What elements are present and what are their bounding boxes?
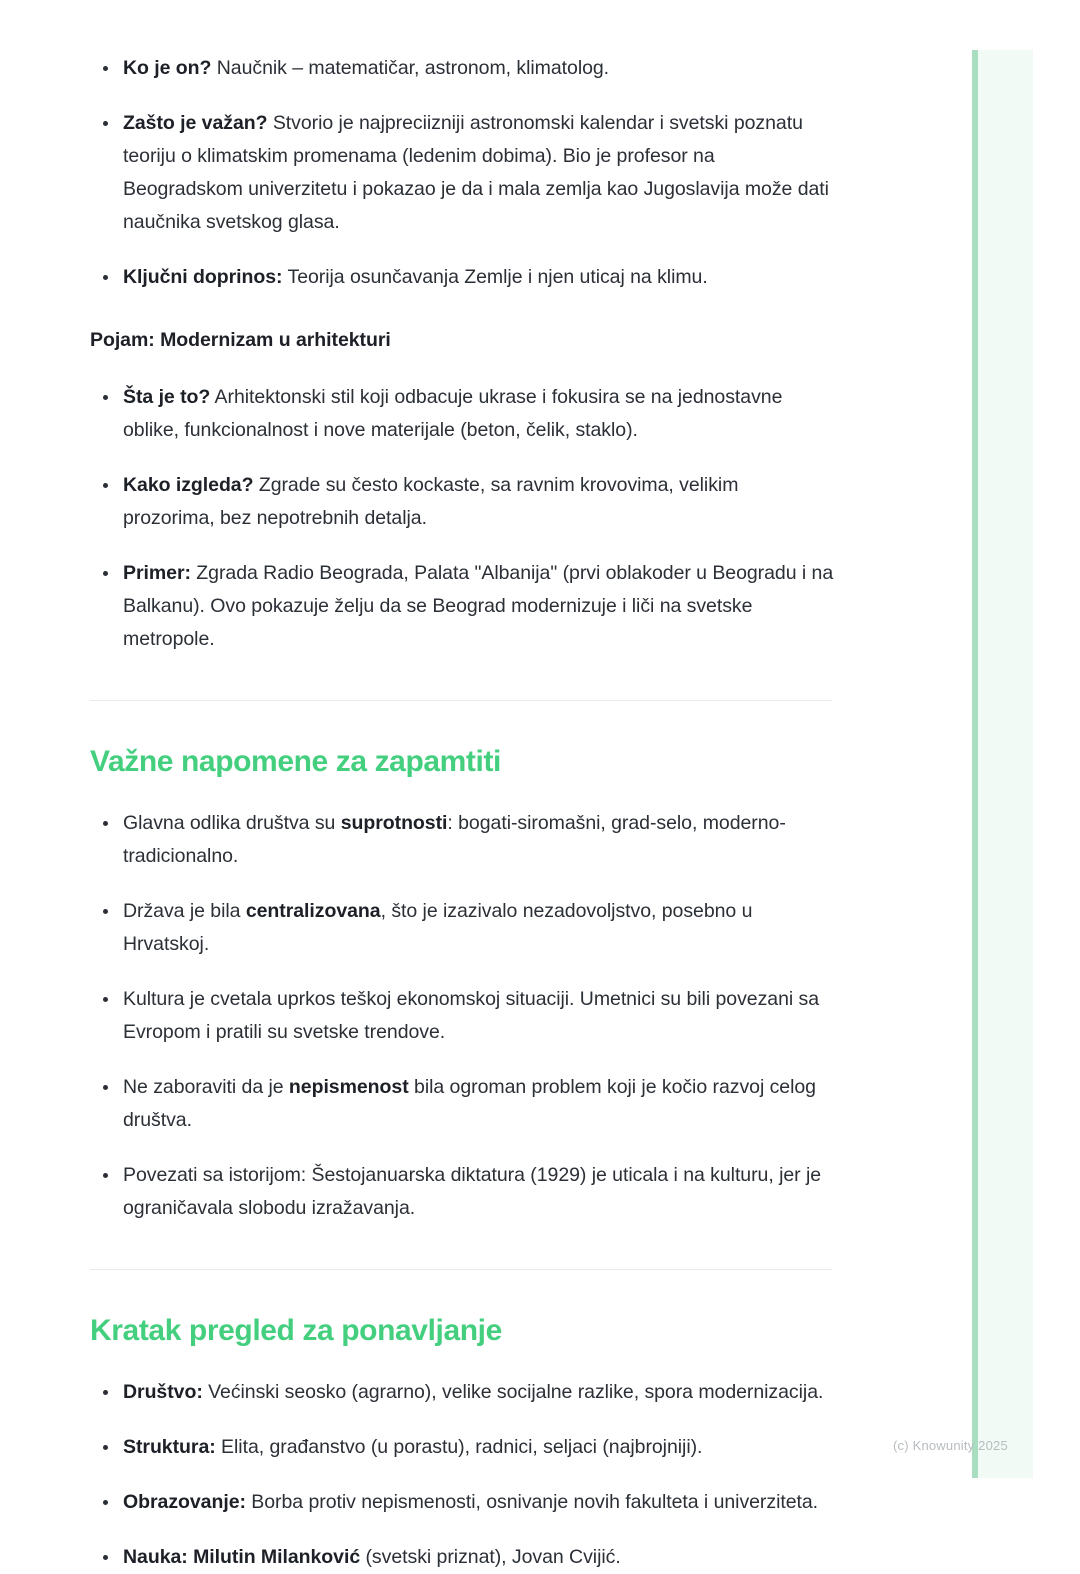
section-divider xyxy=(90,700,832,701)
subheading-modernizam: Pojam: Modernizam u arhitekturi xyxy=(90,329,391,351)
section-title-kratak-pregled: Kratak pregled za ponavljanje xyxy=(90,1314,502,1347)
bullet-body-text: Zgrada Radio Beograda, Palata "Albanija" (prvi oblakoder u Beogradu i na Balkanu). Ovo pokazuje želju da se Beograd modernizuje i liči na svetske metropole. xyxy=(123,562,834,650)
bullet-body-text: Teorija osunčavanja Zemlje i njen uticaj na klimu. xyxy=(282,266,708,288)
bullet-body-text: Borba protiv nepismenosti, osnivanje novih fakulteta i univerziteta. xyxy=(245,1491,819,1513)
document-content xyxy=(90,0,835,1574)
list-item xyxy=(90,1159,835,1225)
bullet-emphasis: suprotnosti xyxy=(340,812,448,834)
watermark: (c) Knowunity 2025 xyxy=(893,1438,1008,1453)
bullet-list-vazne-napomene xyxy=(90,807,835,1225)
list-item xyxy=(90,983,835,1049)
bullet-list-kratak-pregled xyxy=(90,1376,835,1574)
bullet-lead-label: Obrazovanje: xyxy=(123,1491,246,1513)
bullet-body-text: Stvorio je najpreciizniji astronomski kalendar i svetski poznatu teoriju o klimatskim promenama (ledenim dobima). Bio je profesor na Beogradskom univerzitetu i pokazao je da i mala zemlja kao Jugoslavija može dati naučnika svetskog glasa. xyxy=(123,112,829,233)
bullet-lead-label: Struktura: xyxy=(123,1436,216,1458)
list-item xyxy=(90,557,835,656)
bullet-lead-label: Ključni doprinos: xyxy=(123,266,283,288)
bullet-list-modernizam xyxy=(90,381,835,656)
bullet-body-text: Većinski seosko (agrarno), velike socijalne razlike, spora modernizacija. xyxy=(202,1381,824,1403)
bullet-pre-text: Ne zaboraviti da je xyxy=(123,1076,289,1098)
list-item xyxy=(90,107,835,239)
list-item xyxy=(90,1541,835,1574)
list-item xyxy=(90,1376,835,1409)
bullet-emphasis: centralizovana xyxy=(245,900,381,922)
list-item xyxy=(90,1486,835,1519)
list-item xyxy=(90,261,835,294)
list-item xyxy=(90,52,835,85)
list-item xyxy=(90,1071,835,1137)
bullet-lead-label: Primer: xyxy=(123,562,191,584)
bullet-lead-label: Nauka: Milutin Milanković xyxy=(123,1546,361,1568)
bullet-body-text: Naučnik – matematičar, astronom, klimatolog. xyxy=(211,57,610,79)
bullet-body-text: Elita, građanstvo (u porastu), radnici, seljaci (najbrojniji). xyxy=(215,1436,703,1458)
bullet-lead-label: Kako izgleda? xyxy=(123,474,254,496)
list-item xyxy=(90,381,835,447)
bullet-lead-label: Zašto je važan? xyxy=(123,112,268,134)
bullet-body-text: : bogati-siromašni, grad-selo, moderno-tradicionalno. xyxy=(123,812,786,867)
list-item xyxy=(90,895,835,961)
bullet-body-text: , što je izazivalo nezadovoljstvo, posebno u Hrvatskoj. xyxy=(123,900,753,955)
bullet-body-text: bila ogroman problem koji je kočio razvoj celog društva. xyxy=(123,1076,816,1131)
section-divider xyxy=(90,1269,832,1270)
bullet-list-milankovic xyxy=(90,52,835,294)
bullet-lead-label: Ko je on? xyxy=(123,57,212,79)
section-title-vazne-napomene: Važne napomene za zapamtiti xyxy=(90,745,501,778)
list-item xyxy=(90,469,835,535)
bullet-body-text: Povezati sa istorijom: Šestojanuarska diktatura (1929) je uticala i na kulturu, jer je ograničavala slobodu izražavanja. xyxy=(123,1164,822,1219)
list-item xyxy=(90,1431,835,1464)
bullet-pre-text: Država je bila xyxy=(123,900,246,922)
bullet-body-text: Kultura je cvetala uprkos teškoj ekonomskoj situaciji. Umetnici su bili povezani sa Evropom i pratili su svetske trendove. xyxy=(123,988,820,1043)
bullet-lead-label: Društvo: xyxy=(123,1381,203,1403)
list-item xyxy=(90,807,835,873)
bullet-body-text: (svetski priznat), Jovan Cvijić. xyxy=(360,1546,621,1568)
bullet-body-text: Arhitektonski stil koji odbacuje ukrase i fokusira se na jednostavne oblike, funkcionalnost i nove materijale (beton, čelik, staklo). xyxy=(123,386,783,441)
bullet-body-text: Zgrade su često kockaste, sa ravnim krovovima, velikim prozorima, bez nepotrebnih detalja. xyxy=(123,474,739,529)
bullet-lead-label: Šta je to? xyxy=(123,386,211,408)
bullet-emphasis: nepismenost xyxy=(288,1076,409,1098)
bullet-pre-text: Glavna odlika društva su xyxy=(123,812,341,834)
